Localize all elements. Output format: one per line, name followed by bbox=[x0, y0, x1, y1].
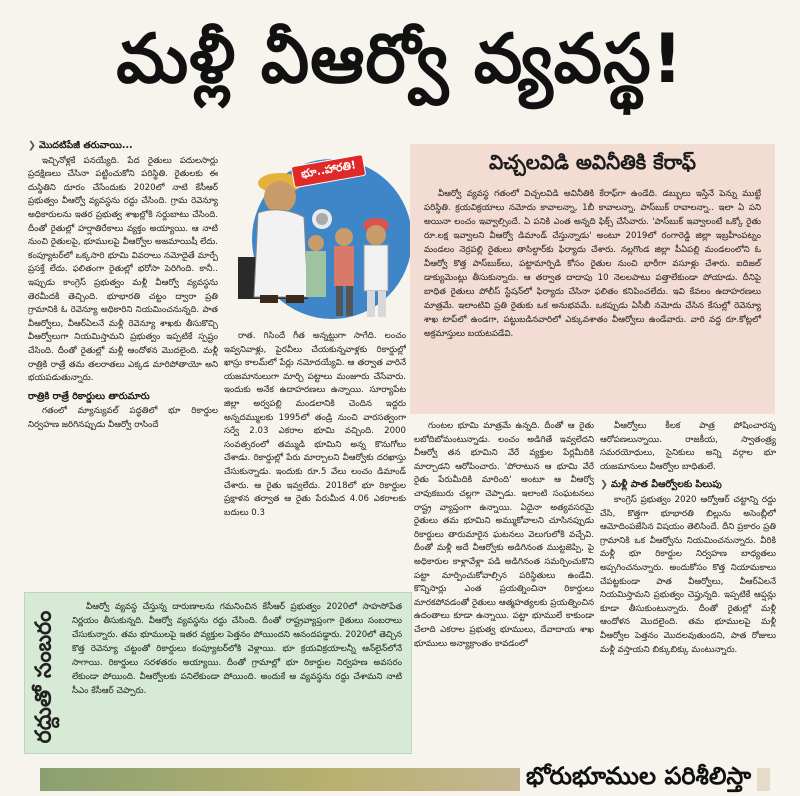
bottom-photo-strip bbox=[40, 762, 770, 791]
third-paragraph-1: గుంటల భూమి మాత్రమే ఉన్నది. దీంతో ఆ రైతు లబోదిబోమంటున్నాడు. లంచం అడిగితే ఇవ్వలేదని వీఆర్వో తన భూమిని వేరే వ్యక్తుల పేర్లమీదికి మార్చాడని ఆరోపించారు. 'పోరాటున ఆ భూమి వేరే రైతు పేరుమీదికి మారింది' అంటూ ఆ వీఆర్వో చావుకబురు చల్లగా చెప్పాడు. ఇలాంటి సంఘటనలు రాష్ట్ర వ్యాప్తంగా ఉన్నాయి. ఏదైనా అత్యవసరమై రైతులు తమ భూమిని అమ్ముకోవాలని చూసినప్పుడు రికార్డులు తారుమారైన ఘటనలు వెలుగులోకి వచ్చేవి. దీంతో మళ్లీ అదే వీఆర్వోకు అడిగినంత ముట్టజెప్పి, పై అధికారుల కాళ్లావేళ్లా పడి అడిగినంత సమర్పించుకొని పట్టా మార్పించుకోవాల్సిన పరిస్థితులు ఉండేవి. కొన్నిసార్లు ఎంత ప్రయత్నించినా రికార్డులు మారకపోవడంతో రైతులు ఆత్మహత్యలకు ప్రయత్నించిన ఉదంతాలు కూడా ఉన్నాయి. పట్టా భూములే కాకుండా చేలాది ఎకరాల ప్రభుత్వ భూములు, దేవాదాయ శాఖ భూములు అన్యాక్రాంతం కావడంలో bbox=[414, 421, 594, 649]
green-paragraph: వీఆర్వో వ్యవస్థ చేస్తున్న దారుణాలను గమనించిన కేసీఆర్ ప్రభుత్వం 2020లో సాహసోపేత నిర్ణయం తీసుకున్నది. వీఆర్వో వ్యవస్థను రద్దు చేసింది. దీంతో రాష్ట్రవ్యాప్తంగా రైతులు సంబరాలు చేసుకున్నారు. తమ భూములపై ఇతర వ్యక్తుల పెత్తనం పోయిందని ఆనందపడ్డారు. 2020లో తెచ్చిన కొత్త రెవెన్యూ చట్టంతో రికార్డులు కంప్యూటర్‌లోకి వెళ్లాయి. భూ క్రయవిక్రయాలన్నీ ఆన్‌లైన్‌లోనే సాగాయి. రికార్డులు సరళతరం అయ్యాయి. దీంతో గ్రామాల్లో భూ రికార్డుల నిర్వహణ అవసరం లేకుండా పోయింది. వీఆర్వోలకు పనిలేకుండా పోయింది. అందుకే ఆ వ్యవస్థను రద్దు చేశామని నాటి సీఎం కేసీఆర్ చెప్పారు. bbox=[72, 602, 402, 696]
cartoon-illustration bbox=[224, 127, 412, 325]
fourth-paragraph-2: కాంగ్రెస్ ప్రభుత్వం 2020 ఆర్వోఆర్ చట్టాన్ని రద్దు చేసి, కొత్తగా భూభారతి బిల్లును అసెంబ్లీలో ఆమోదింపజేసిన విషయం తెలిసిందే. దీని ప్రకారం ప్రతి గ్రామానికి ఒక వీఆర్వోను నియమించనున్నారు. వీరికి మళ్లీ భూ రికార్డుల నిర్వహణ బాధ్యతలు అప్పగించనున్నారు. అందుకోసం కొత్త నియామకాలు చేపట్టకుండా పాత వీఆర్వోలు, వీఆర్‌ఏలనే నియమిస్తామని ప్రభుత్వం చెప్తున్నది. ఇప్పటికే ఆప్షన్లు కూడా తీసుకుంటున్నారు. దీంతో రైతుల్లో మళ్లీ ఆందోళన మొదలైంది. తమ భూములపై మళ్లీ వీఆర్వోల పెత్తనం మొదలవుతుందని, పాత రోజులు మళ్లీ వస్తాయని బిక్కుబిక్కు మంటున్నారు. bbox=[600, 494, 776, 655]
fourth-subheading: ❯ మళ్లీ పాత వీఆర్వోలకు పిలుపు bbox=[600, 479, 722, 491]
corruption-sidebar-box bbox=[410, 144, 775, 414]
sidebar-title: విచ్చలవిడి అవినీతికి కేరాఫ్ bbox=[489, 150, 696, 174]
section-subheading: రాత్రికి రాత్రే రికార్డులు తారుమారు bbox=[28, 390, 150, 402]
green-box-tag: రద్దుతో సంబరం bbox=[31, 610, 56, 744]
left-column bbox=[28, 135, 218, 590]
illustration-badge: భూ..హారతి! bbox=[291, 154, 367, 188]
fourth-column bbox=[600, 420, 776, 760]
continuation-label: ❯ మొదటిపేజీ తరువాయి... bbox=[28, 140, 133, 151]
middle-column bbox=[224, 330, 406, 588]
third-column bbox=[414, 420, 594, 760]
left-paragraph-1: ఇచ్చినోళ్లకే పనయ్యేది. పేద రైతులు పదులసార్లు ప్రదక్షిణలు చేసినా పట్టించుకోని పరిస్థితి. రైతులకు ఈ దుస్థితిని దూరం చేసేందుకు 2020లో నాటి కేసీఆర్ ప్రభుత్వం వీఆర్వో వ్యవస్థను రద్దు చేసింది. గ్రామ రెవెన్యూ అధికారులను ఇతర ప్రభుత్వ శాఖల్లోకి సర్దుబాటు చేసింది. దీంతో రైతుల్లో హర్షాతిరేకాలు వ్యక్తం అయ్యాయి. ఆ నాటి నుంచి రైతులపై, భూములపై వీఆర్వోల అజమాయిషీ లేదు. కంప్యూటర్‌లో ఒక్కసారి భూమి వివరాలు నమోదైతే మార్పే ప్రసక్తే లేదు. ఫలితంగా రైతుల్లో భరోసా పెరిగింది. కానీ.. ఇప్పుడు కాంగ్రెస్ ప్రభుత్వం మళ్లీ వీఆర్వో వ్యవస్థను తెరమీదకి తెచ్చింది. భూభారతి చట్టం ద్వారా ప్రతి గ్రామానికి ఓ రెవెన్యూ అధికారిని నియమించనున్నది. పాత వీఆర్వోలు, వీఆర్‌ఏలనే మళ్లీ రెవెన్యూ శాఖకు తీసుకొచ్చి వీఆర్వోలుగా నియమిస్తామని ప్రభుత్వం ఇప్పటికే స్పష్టం చేసింది. దీంతో రైతుల్లో మళ్లీ ఆందోళన మొదలైంది. మళ్లీ రాత్రికి రాత్రే తమ తలరాతలు ఎక్కడ మారిపోతాయో అని భయపడుతున్నారు. bbox=[28, 155, 218, 384]
sidebar-paragraph: వీఆర్వో వ్యవస్థ గతంలో విచ్చలవిడి అవినీతికి కేరాఫ్‌గా ఉండేది. డబ్బులు ఇస్తేనే పెన్ను ముట్టే పరిస్థితి. క్రయవిక్రయాలు నమోదు కావాలన్నా, 1బీ కావాలన్నా, పాస్‌బుక్ రావాలన్నా.. ఇలా ఏ పని అయినా లంచం ఇవ్వాల్సిందే. ఏ పనికి ఎంత అన్నది ఫిక్స్ చేసేవారు. 'పాస్‌బుక్ ఇవ్వాలంటే ఒక్కో రైతు రూ.లక్ష ఇవ్వాలని వీఆర్వో డిమాండ్ చేస్తున్నాడు' అంటూ 2019లో రంగారెడ్డి జిల్లా ఇబ్రహీంపట్నం మండలం నెర్రపల్లి రైతులు తాసిల్దార్‌కు ఫిర్యాదు చేశారు. నల్లగొండ జిల్లా పీఏపల్లి మండలంలోని ఓ వీఆర్వో కొత్త పాస్‌బుక్‌లు, పట్టామార్పిడి కోసం రైతుల నుంచి భారీగా వసూళ్లు చేశారు. ఐదిజల్ డాక్యుమెంట్లు తీసుకున్నారు. ఆ తర్వాత దాదాపు 10 నెలలపాటు పత్తాలేకుండా పోయాడు. దీనిపై బాధిత రైతులు పోలీస్ స్టేషన్‌లో ఫిర్యాదు చేసినా ఫలితం కనిపించలేదు. ఇవి కేవలం ఉదాహరణలు మాత్రమే. ఇలాంటివి ప్రతి రైతుకు ఒక అనుభవమే. ఒకప్పుడు ఏసీబీ నమోదు చేసిన కేసుల్లో రెవెన్యూ శాఖ టాప్‌లో ఉండగా, పట్టుబడినవారిలో ఎక్కువశాతం వీఆర్వోలు ఉండేవారు. వారి వద్ద రూ.కోట్లలో అక్రమాస్తులు బయటపడేవి. bbox=[424, 189, 761, 339]
left-paragraph-2: గతంలో మ్యాన్యువల్ పద్ధతిలో భూ రికార్డుల నిర్వహణ జరిగినప్పుడు వీఆర్వో రాసిందే bbox=[28, 406, 218, 430]
next-article-title: భోరుభూముల పరిశీలిస్తా bbox=[520, 762, 757, 796]
fourth-paragraph-1: వీఆర్వోలు కీలక పాత్ర పోషించారన్న ఆరోపణలున్నాయి. రాజకీయ, స్వాతంత్ర్య సమరయోధులు, సైనికులు అన్ని వర్గాల భూ యజమానులు వీఆర్వోల బాధితులే. bbox=[600, 421, 776, 472]
page-headline: మళ్లీ వీఆర్వో వ్యవస్థ! bbox=[116, 20, 684, 99]
middle-paragraph-1: రాత. గిసిందే గీత అన్నట్టుగా సాగేది. లంచం ఇవ్వనివాళ్లు, పైరవీలు చేయకున్నవాళ్లకు రికార్డుల్లో ఖాస్రు కాలమ్‌లో పేర్లు నమోదయ్యేవి. ఆ తర్వాత వారినే యజమానులుగా మార్చి పట్టాలు మంజూరు చేసేవారు. ఇందుకు అనేక ఉదాహరణలు ఉన్నాయి. సూర్యాపేట జిల్లా అర్వపల్లి మండలానికి చెందిన ఇద్దరు అన్నదమ్ములకు 1995లో తండ్రి నుంచి వారసత్వంగా సర్వే 2.03 ఎకరాల భూమి వచ్చింది. 2000 సంవత్సరంలో తమ్ముడి భూమిని అన్న కొనుగోలు చేశాడు. రికార్డుల్లో పేరు మార్చాలని వీఆర్వోకు దరఖాస్తు చేసుకున్నాడు. ఇందుకు రూ.5 వేలు లంచం డిమాండ్ చేశారు. ఆ రైతు ఇవ్వలేదు. 2018లో భూ రికార్డుల ప్రక్షాళన తర్వాత ఆ రైతు పేరుమీద 4.06 ఎకరాలకు బదులు 0.3 bbox=[224, 331, 406, 518]
green-box-text bbox=[72, 600, 402, 750]
